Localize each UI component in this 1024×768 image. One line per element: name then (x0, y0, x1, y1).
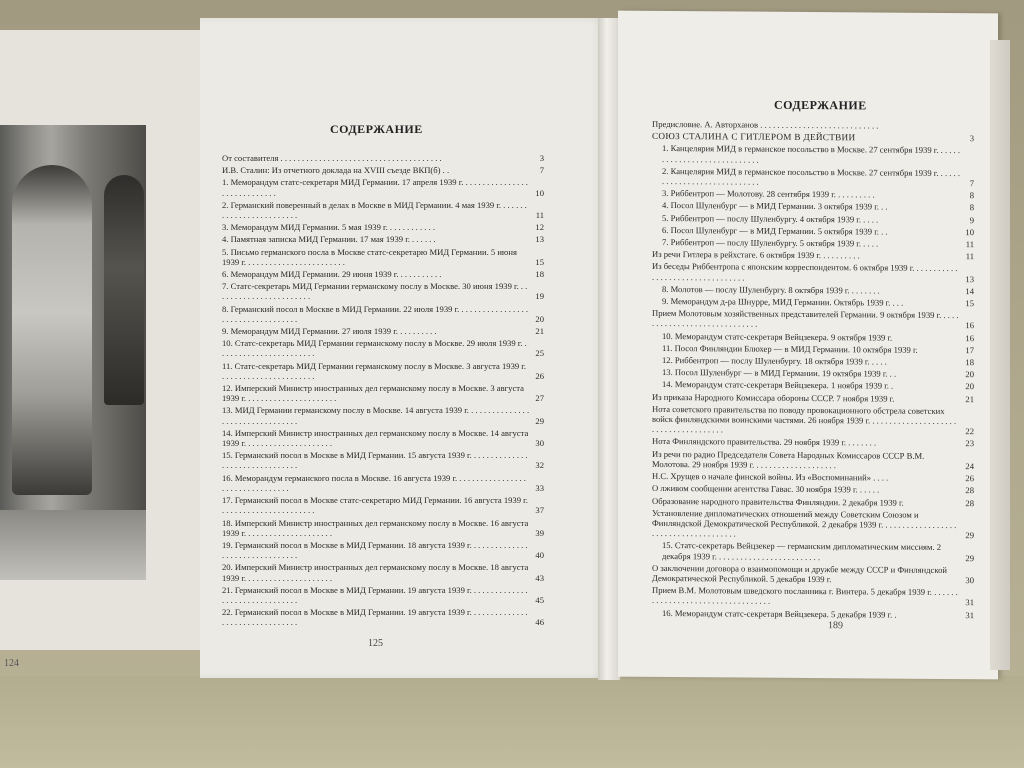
toc-entry (222, 200, 544, 220)
toc-entry-title: 4. Памятная записка МИД Германии. 17 мая 1939 г. . . . . . . (222, 234, 436, 245)
toc-entry-page: 11 (965, 251, 974, 262)
toc-entry-page: 8 (969, 190, 974, 201)
toc-entry-title: Установление дипломатических отношений между Советским Союзом и Финляндской Демократической Республикой. 2 декабря 1939 г. . . . . . . . . . . . . . . . . . . . . . . . . . . . . . . . . . . . . . (652, 507, 957, 539)
toc-entry (652, 308, 974, 331)
toc-entry (652, 143, 974, 166)
photo-figure-seated (12, 165, 92, 495)
toc-entry-page: 20 (965, 381, 974, 392)
toc-entry-title: 1. Канцелярия МИД в германское посольство в Москве. 27 сентября 1939 г. . . . . . . . . . . . . . . . . . . . . . . . . . . . . (662, 143, 960, 165)
toc-entry-title: 10. Меморандум статс-секретаря Вейцзекера. 9 октября 1939 г. (662, 330, 893, 343)
toc-entry-page: 18 (535, 269, 544, 280)
toc-entry (652, 563, 974, 586)
toc-entry (652, 508, 974, 541)
toc-entry-title: От составителя . . . . . . . . . . . . . . . . . . . . . . . . . . . . . . . . . . . . . . (222, 153, 442, 163)
toc-entry-page: 7 (969, 178, 974, 189)
left-page-number: 124 (4, 658, 19, 669)
toc-entry-title: 8. Молотов — послу Шуленбургу. 8 октября 1939 г. . . . . . . . (662, 283, 880, 296)
toc-entry-page: 18 (965, 357, 974, 368)
toc-entry-title: 9. Меморандум д-ра Шнурре, МИД Германии. Октябрь 1939 г. . . . (662, 296, 904, 308)
toc-entry-page: 23 (965, 438, 974, 449)
toc-entry-title: 13. МИД Германии германскому послу в Москве. 14 августа 1939 г. . . . . . . . . . . . . . . . . . . . . . . . . . . . . . . . . (222, 405, 530, 426)
toc-entry (652, 331, 974, 343)
toc-entry-page: 16 (965, 332, 974, 343)
toc-entry-page: 31 (965, 609, 974, 620)
toc-entry (222, 222, 544, 232)
toc-entry-page: 27 (535, 393, 544, 404)
toc-entry (652, 249, 974, 261)
toc-entry-page: 46 (535, 617, 544, 628)
toc-entry-title: 20. Имперский Министр иностранных дел германскому послу в Москве. 18 августа 1939 г. . . . . . . . . . . . . . . . . . . . . (222, 562, 529, 583)
right-toc-title: СОДЕРЖАНИЕ (774, 97, 867, 113)
toc-entry-page: 12 (535, 222, 544, 233)
toc-entry (652, 296, 974, 308)
toc-entry (222, 473, 544, 493)
center-toc-title: СОДЕРЖАНИЕ (330, 122, 423, 136)
toc-entry (222, 304, 544, 324)
toc-entry-title: 14. Имперский Министр иностранных дел германскому послу в Москве. 14 августа 1939 г. . . . . . . . . . . . . . . . . . . . . (222, 427, 529, 449)
toc-entry-page: 30 (965, 575, 974, 586)
toc-entry (222, 177, 544, 197)
toc-entry-title: 15. Статс-секретарь Вейцзекер — германским дипломатическим миссиям. 2 декабря 1939 г. . . . . . . . . . . . . . . . . . . . . . . . . (662, 540, 942, 562)
toc-entry (652, 404, 974, 437)
toc-entry (652, 540, 974, 563)
toc-entry (222, 165, 544, 175)
toc-entry (652, 225, 974, 237)
toc-entry (222, 383, 544, 403)
toc-entry-page: 37 (535, 505, 544, 516)
toc-entry-title: Прием Молотовым хозяйственных представителей Германии. 9 октября 1939 г. . . . . . . . . . . . . . . . . . . . . . . . . . . . . . (652, 308, 959, 330)
page-stack-edge (990, 40, 1010, 670)
toc-entry-title: 3. Риббентроп — Молотову. 28 сентября 1939 г. . . . . . . . . . (662, 188, 875, 200)
toc-entry-page: 26 (965, 473, 974, 484)
toc-entry-title: 22. Германский посол в Москве в МИД Германии. 19 августа 1939 г. . . . . . . . . . . . . . . . . . . . . . . . . . . . . . . . (222, 607, 528, 628)
toc-entry-title: Н.С. Хрущев о начале финской войны. Из «Воспоминаний» . . . . (652, 471, 889, 483)
right-page-number: 189 (828, 620, 843, 632)
toc-entry-page: 11 (535, 210, 544, 221)
toc-entry-title: Образование народного правительства Финляндии. 2 декабря 1939 г. (652, 495, 904, 508)
toc-entry (652, 200, 974, 212)
toc-entry-title: 10. Статс-секретарь МИД Германии германскому послу в Москве. 29 июля 1939 г. . . . . . . . . . . . . . . . . . . . . . . . (222, 338, 527, 359)
toc-entry-title: 6. Посол Шуленбург — в МИД Германии. 5 октября 1939 г. . . (662, 224, 888, 237)
toc-entry-title: О заключении договора о взаимопомощи и дружбе между СССР и Финляндской Демократической Республикой. 5 декабря 1939 г. (652, 562, 947, 585)
toc-entry-title: 9. Меморандум МИД Германии. 27 июля 1939 г. . . . . . . . . . (222, 326, 437, 337)
toc-entry-title: Нота Финляндского правительства. 29 ноября 1939 г. . . . . . . . (652, 436, 877, 448)
photo-table (0, 510, 146, 580)
toc-entry (222, 405, 544, 425)
toc-entry (652, 436, 974, 448)
toc-entry-title: 3. Меморандум МИД Германии. 5 мая 1939 г. . . . . . . . . . . . (222, 222, 436, 233)
toc-entry-title: 5. Риббентроп — послу Шуленбургу. 4 октября 1939 г. . . . . (662, 212, 879, 225)
toc-entry-page: 30 (535, 438, 544, 449)
toc-entry (652, 237, 974, 249)
toc-entry-title: 8. Германский посол в Москве в МИД Германии. 22 июля 1939 г. . . . . . . . . . . . . . . . . . . . . . . . . . . . . . . . . . . (222, 303, 529, 324)
toc-entry-title: 5. Письмо германского посла в Москве статс-секретарю МИД Германии. 5 июня 1939 г. . . . . . . . . . . . . . . . . . . . . . . . (222, 246, 517, 267)
toc-entry (652, 343, 974, 355)
toc-entry-page: 29 (965, 530, 974, 541)
left-page (0, 30, 201, 669)
toc-entry-title: Прием В.М. Молотовым шведского посланника г. Винтера. 5 декабря 1939 г. . . . . . . . . . . . . . . . . . . . . . . . . . . . . . . . . . . (652, 585, 958, 607)
toc-entry-page: 45 (535, 594, 544, 605)
center-page-number: 125 (368, 638, 383, 649)
toc-entry-title: 2. Канцелярия МИД в германское посольство в Москве. 27 сентября 1939 г. . . . . . . . . . . . . . . . . . . . . . . . . . . . . (662, 165, 960, 187)
toc-entry (222, 495, 544, 515)
toc-entry (222, 326, 544, 336)
toc-entry-page: 9 (969, 214, 974, 225)
toc-entry-title: СОЮЗ СТАЛИНА С ГИТЛЕРОМ В ДЕЙСТВИИ (652, 131, 856, 143)
toc-entry (652, 392, 974, 404)
toc-entry-page: 26 (535, 370, 544, 381)
toc-entry (222, 361, 544, 381)
toc-entry-page: 14 (965, 285, 974, 297)
toc-entry-title: Из беседы Риббентропа с японским корреспондентом. 6 октября 1939 г. . . . . . . . . . . . . . . . . . . . . . . . . . . . . . . . . (652, 261, 958, 283)
toc-entry-title: 21. Германский посол в Москве в МИД Германии. 19 августа 1939 г. . . . . . . . . . . . . . . . . . . . . . . . . . . . . . . . (222, 584, 528, 605)
toc-entry-title: 15. Германский посол в Москве в МИД Германии. 15 августа 1939 г. . . . . . . . . . . . . . . . . . . . . . . . . . . . . . . . (222, 450, 528, 471)
toc-entry-title: 16. Меморандум статс-секретаря Вейцзекера. 5 декабря 1939 г. . (662, 607, 897, 620)
toc-entry-page: 22 (965, 426, 974, 437)
toc-entry-title: 16. Меморандум германского посла в Москве. 16 августа 1939 г. . . . . . . . . . . . . . . . . . . . . . . . . . . . . . . . . (222, 472, 526, 493)
toc-entry-page: 13 (965, 273, 974, 284)
toc-entry-title: 19. Германский посол в Москве в МИД Германии. 18 августа 1939 г. . . . . . . . . . . . . . . . . . . . . . . . . . . . . . . . (222, 539, 528, 561)
toc-entry-title: Предисловие. А. Авторханов . . . . . . . . . . . . . . . . . . . . . . . . . . . . (652, 118, 879, 131)
toc-entry-title: И.В. Сталин: Из отчетного доклада на XVIII съезде ВКП(б) . . (222, 165, 450, 176)
toc-entry (222, 607, 544, 627)
historical-photo (0, 125, 146, 580)
toc-entry-title: 11. Статс-секретарь МИД Германии германскому послу в Москве. 3 августа 1939 г. . . . . . . . . . . . . . . . . . . . . . . (222, 360, 527, 381)
toc-entry-page: 20 (535, 313, 544, 324)
toc-entry-page: 39 (535, 527, 544, 538)
toc-entry-page: 19 (535, 291, 544, 302)
toc-entry (652, 188, 974, 200)
toc-entry-title: Нота советского правительства по поводу провокационного обстрела советских войск финляндскими воинскими частями. 26 ноября 1939 г. . . . . . . . . . . . . . . . . . . . . . . . . . . . . . . . . . . . . . (652, 403, 957, 435)
center-page (200, 18, 606, 678)
toc-entry (652, 213, 974, 225)
toc-entry-title: Из приказа Народного Комиссара обороны СССР. 7 ноября 1939 г. (652, 391, 895, 404)
toc-entry-title: 7. Статс-секретарь МИД Германии германскому послу в Москве. 30 июня 1939 г. . . . . . . . . . . . . . . . . . . . . . . . (222, 281, 528, 302)
toc-entry-page: 11 (965, 239, 974, 250)
toc-entry-title: 12. Имперский Министр иностранных дел германскому послу в Москве. 3 августа 1939 г. . . . . . . . . . . . . . . . . . . . . . (222, 383, 524, 404)
toc-entry-page: 29 (535, 415, 544, 426)
toc-entry (652, 379, 974, 391)
toc-entry-page: 8 (969, 202, 974, 213)
toc-entry (222, 234, 544, 244)
toc-entry (222, 338, 544, 358)
toc-entry (652, 166, 974, 189)
toc-entry-title: 14. Меморандум статс-секретаря Вейцзекера. 1 ноября 1939 г. . (662, 379, 894, 392)
toc-entry-title: 13. Посол Шуленбург — в МИД Германии. 19 октября 1939 г. . . (662, 367, 897, 379)
toc-entry-title: 18. Имперский Министр иностранных дел германскому послу в Москве. 16 августа 1939 г. . . . . . . . . . . . . . . . . . . . . (222, 517, 529, 538)
right-toc-list (652, 119, 974, 620)
toc-entry-page: 33 (535, 482, 544, 493)
toc-entry-page: 3 (969, 133, 974, 144)
toc-entry (652, 585, 974, 608)
toc-entry (652, 284, 974, 296)
toc-entry-title: Из речи по радио Председателя Совета Народных Комиссаров СССР В.М. Молотова. 29 ноября 1939 г. . . . . . . . . . . . . . . . . . . . (652, 448, 925, 471)
toc-entry (222, 269, 544, 279)
toc-entry-title: 2. Германский поверенный в делах в Москве в МИД Германии. 4 мая 1939 г. . . . . . . . . . . . . . . . . . . . . . . . . (222, 199, 527, 221)
toc-entry (652, 483, 974, 495)
toc-entry (222, 540, 544, 560)
toc-entry-page: 15 (965, 298, 974, 309)
toc-entry-page: 28 (965, 485, 974, 496)
toc-entry (652, 471, 974, 483)
toc-entry-title: 4. Посол Шуленбург — в МИД Германии. 3 октября 1939 г. . . (662, 200, 888, 212)
toc-entry-page: 16 (965, 320, 974, 331)
toc-entry (222, 450, 544, 470)
toc-entry-title: 11. Посол Финляндии Блюхер — в МИД Германии. 10 октября 1939 г. (662, 342, 918, 355)
toc-entry-page: 21 (535, 326, 544, 337)
toc-entry (652, 261, 974, 284)
toc-entry (222, 247, 544, 267)
toc-entry-page: 7 (539, 165, 544, 176)
book-gutter (598, 18, 620, 680)
toc-entry-page: 10 (535, 187, 544, 198)
toc-entry (222, 562, 544, 582)
photo-figure-background (104, 175, 144, 405)
toc-entry-title: 6. Меморандум МИД Германии. 29 июня 1939 г. . . . . . . . . . . (222, 269, 442, 280)
desk-foreground (0, 676, 1024, 768)
toc-entry (222, 518, 544, 538)
toc-entry-title: 12. Риббентроп — послу Шуленбургу. 18 октября 1939 г. . . . . (662, 355, 887, 367)
toc-entry-page: 13 (535, 234, 544, 245)
toc-entry-page: 40 (535, 550, 544, 561)
toc-entry-page: 10 (965, 226, 974, 237)
toc-entry (222, 428, 544, 448)
right-page (618, 11, 998, 680)
toc-entry (652, 119, 974, 131)
toc-entry-page: 20 (965, 369, 974, 380)
toc-entry-title: 17. Германский посол в Москве статс-секретарю МИД Германии. 16 августа 1939 г. . . . . . . . . . . . . . . . . . . . . . . (222, 495, 528, 516)
toc-entry-page: 32 (535, 460, 544, 471)
toc-entry-page: 21 (965, 393, 974, 404)
toc-entry (652, 367, 974, 379)
toc-entry (652, 495, 974, 507)
toc-entry (222, 585, 544, 605)
toc-entry-page: 15 (535, 256, 544, 267)
toc-entry-title: 1. Меморандум статс-секретаря МИД Германии. 17 апреля 1939 г. . . . . . . . . . . . . . . . . . . . . . . . . . . . . (222, 177, 528, 198)
toc-entry-title: Из речи Гитлера в рейхстаге. 6 октября 1939 г. . . . . . . . . . (652, 249, 860, 261)
toc-entry (652, 355, 974, 367)
toc-entry-title: О лживом сообщении агентства Гавас. 30 ноября 1939 г. . . . . . (652, 483, 880, 495)
toc-entry (222, 281, 544, 301)
toc-entry (652, 607, 974, 619)
toc-entry (652, 131, 974, 143)
center-toc-list (222, 153, 544, 628)
toc-entry-title: 7. Риббентроп — послу Шуленбургу. 5 октября 1939 г. . . . . (662, 237, 879, 249)
toc-entry-page: 29 (965, 552, 974, 563)
toc-entry-page: 43 (535, 572, 544, 583)
toc-entry-page: 17 (965, 344, 974, 356)
toc-entry-page: 24 (965, 460, 974, 472)
toc-entry-page: 3 (539, 153, 544, 163)
toc-entry-page: 28 (965, 497, 974, 508)
toc-entry (652, 449, 974, 472)
toc-entry (222, 153, 544, 163)
toc-entry-page: 31 (965, 597, 974, 608)
toc-entry-page: 25 (535, 348, 544, 359)
